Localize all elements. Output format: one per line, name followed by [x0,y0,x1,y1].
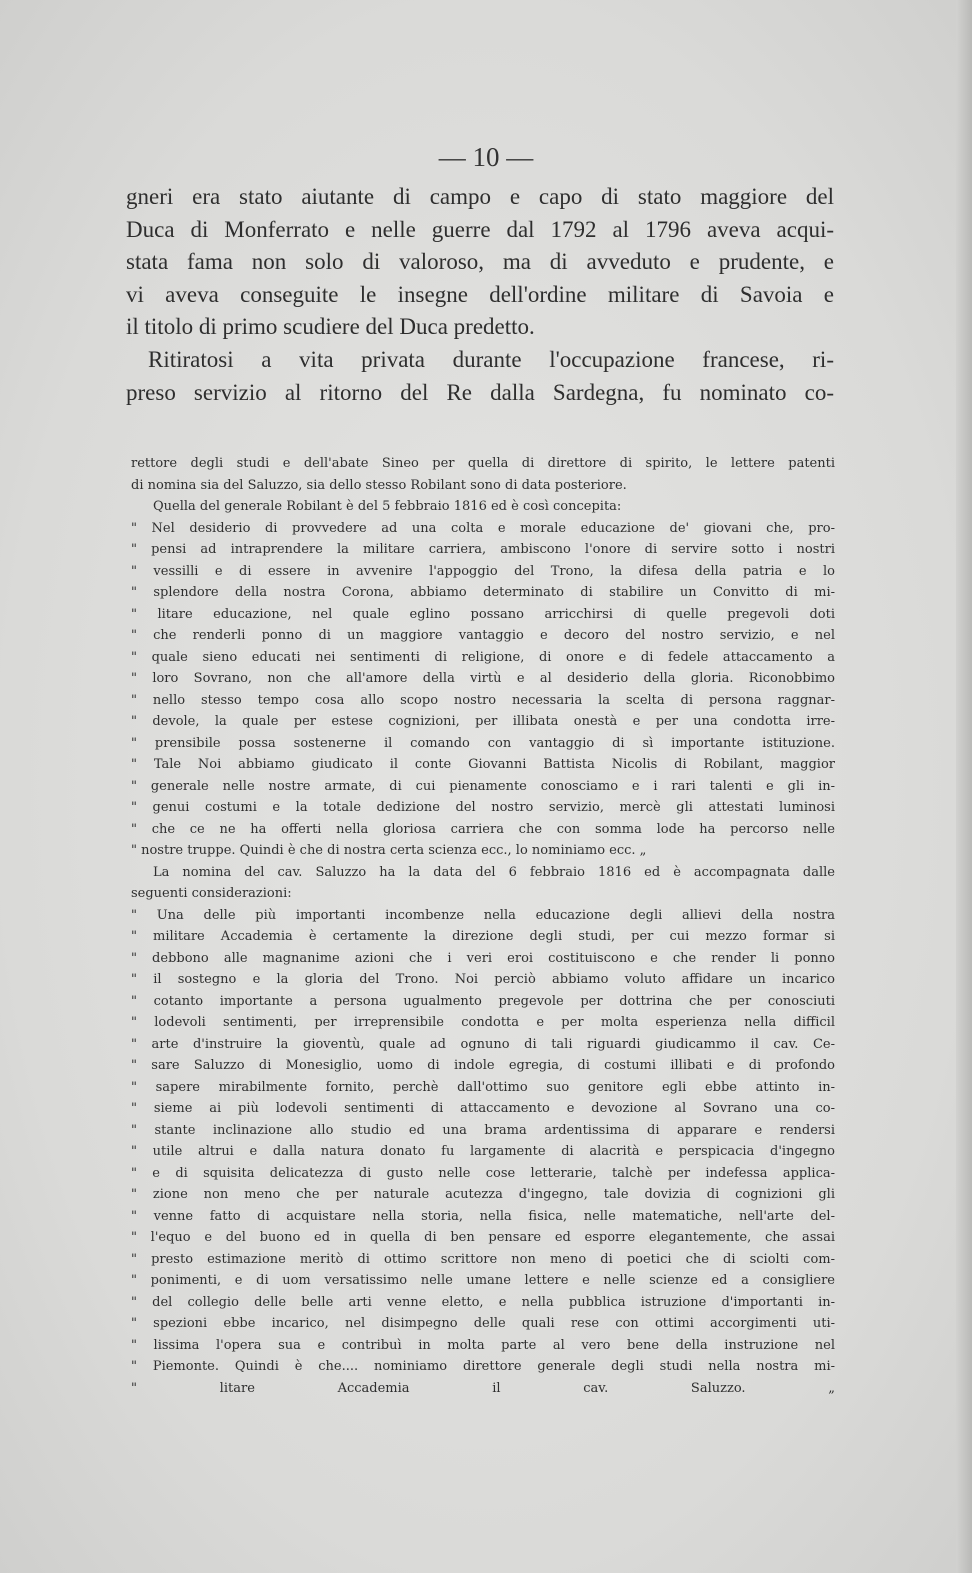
footnote-line: " litare Accademia il cav. Saluzzo. „ [131,1380,835,1396]
footnote-line: " che ce ne ha offerti nella gloriosa carriera che con somma lode ha percorso nelle [131,821,835,837]
footnote-line: " utile altrui e dalla natura donato fu largamente di alacrità e perspicacia d'ingegno [131,1144,835,1159]
footnote-line: " prensibile possa sostenerne il comando con vantaggio di sì importante istituzione. [131,735,835,751]
footnote-line: " debbono alle magnanime azioni che i veri eroi costituiscono e che render li ponno [131,950,835,966]
footnote-line: " Piemonte. Quindi è che.... nominiamo direttore generale degli studi nella nostra mi- [131,1359,835,1374]
footnote-line: " Una delle più importanti incombenze nella educazione degli allievi della nostra [131,907,835,923]
footnote-line: " litare educazione, nel quale eglino possano arricchirsi di quelle pregevoli doti [131,606,835,622]
footnote-line: " del collegio delle belle arti venne eletto, e nella pubblica istruzione d'importanti in- [131,1294,835,1310]
footnote-line: " splendore della nostra Corona, abbiamo determinato di stabilire un Convitto di mi- [131,585,835,600]
main-text-line: stata fama non solo di valoroso, ma di avveduto e prudente, e [126,249,834,275]
footnote-block [131,453,835,1399]
main-text-line: il titolo di primo scudiere del Duca predetto. [126,314,535,340]
footnote-line: " ponimenti, e di uom versatissimo nelle umane lettere e nelle scienze ed a consigliere [131,1273,835,1288]
footnote-line: " l'equo e del buono ed in quella di ben pensare ed esporre elegantemente, che assai [131,1230,835,1245]
footnote-line: " devole, la quale per estese cognizioni, per illibata onestà e per una condotta irre- [131,714,835,729]
footnote-line: " spezioni ebbe incarico, nel disimpegno delle quali rese con ottimi accorgimenti uti- [131,1316,835,1331]
footnote-line: rettore degli studi e dell'abate Sineo per quella di direttore di spirito, le lettere patenti [131,456,835,471]
footnote-line: " nello stesso tempo cosa allo scopo nostro necessaria la scelta di persona raggnar- [131,692,835,708]
footnote-line: " lissima l'opera sua e contribuì in molta parte al vero bene della instruzione nel [131,1337,835,1353]
page-number: — 10 — [438,142,534,172]
main-text-line: Ritiratosi a vita privata durante l'occupazione francese, ri- [148,346,834,372]
footnote-line: " il sostegno e la gloria del Trono. Noi perciò abbiamo voluto affidare un incarico [131,972,835,987]
main-text-line: Duca di Monferrato e nelle guerre dal 1792 al 1796 aveva acqui- [126,216,834,242]
footnote-line: " arte d'instruire la gioventù, quale ad ognuno di tali riguardi giudicammo il cav. Ce- [131,1036,835,1052]
footnote-line: " stante inclinazione allo studio ed una brama ardentissima di apparare e rendersi [131,1122,835,1138]
footnote-line: " genui costumi e la totale dedizione del nostro servizio, mercè gli attestati luminosi [131,800,835,815]
footnote-line: di nomina sia del Saluzzo, sia dello stesso Robilant sono di data posteriore. [131,477,627,493]
footnote-line: " zione non meno che per naturale acutezza d'ingegno, tale dovizia di cognizioni gli [131,1187,835,1202]
footnote-line: " cotanto importante a persona ugualmento pregevole per dottrina che per conosciuti [131,993,835,1009]
footnote-line: " sare Saluzzo di Monesiglio, uomo di indole egregia, di costumi illibati e di profondo [131,1058,835,1073]
footnote-line: " vessilli e di essere in avvenire l'appoggio del Trono, la difesa della patria e lo [131,563,835,579]
footnote-line: " presto estimazione meritò di ottimo scrittore non meno di poetici che di sciolti com- [131,1251,835,1267]
page-edge-shadow [956,0,972,1573]
footnote-line: " militare Accademia è certamente la direzione degli studi, per cui mezzo formar si [131,929,835,944]
main-text-line: vi aveva conseguite le insegne dell'ordine militare di Savoia e [126,281,834,307]
footnote-line: " nostre truppe. Quindi è che di nostra certa scienza ecc., lo nominiamo ecc. „ [131,843,647,858]
footnote-line: " e di squisita delicatezza di gusto nelle cose letterarie, talchè per indefessa applica- [131,1165,835,1181]
footnote-line: " lodevoli sentimenti, per irreprensibile condotta e per molta esperienza nella difficil [131,1015,835,1030]
main-text-block [126,181,834,409]
footnote-line: " Tale Noi abbiamo giudicato il conte Giovanni Battista Nicolis di Robilant, maggior [131,757,835,772]
footnote-line: " sieme ai più lodevoli sentimenti di attaccamento e devozione al Sovrano una co- [131,1101,835,1116]
footnote-line: " quale sieno educati nei sentimenti di religione, di onore e di fedele attaccamento a [131,649,835,665]
main-text-line: gneri era stato aiutante di campo e capo di stato maggiore del [126,184,834,209]
footnote-line: " sapere mirabilmente fornito, perchè dall'ottimo suo genitore egli ebbe attinto in- [131,1079,835,1095]
footnote-line: " che renderli ponno di un maggiore vantaggio e decoro del nostro servizio, e nel [131,628,835,643]
main-text-line: preso servizio al ritorno del Re dalla Sardegna, fu nominato co- [126,379,834,405]
footnote-line: " pensi ad intraprendere la militare carriera, ambiscono l'onore di servire sotto i nostri [131,542,835,557]
footnote-line: Quella del generale Robilant è del 5 febbraio 1816 ed è così concepita: [153,499,622,514]
footnote-line: seguenti considerazioni: [131,886,292,901]
footnote-line: " loro Sovrano, non che all'amore della virtù e al desiderio della gloria. Riconobbimo [131,671,835,686]
footnote-line: " Nel desiderio di provvedere ad una colta e morale educazione de' giovani che, pro- [131,520,835,536]
footnote-line: La nomina del cav. Saluzzo ha la data del 6 febbraio 1816 ed è accompagnata dalle [153,864,835,880]
footnote-line: " generale nelle nostre armate, di cui pienamente conosciamo e i rari talenti e gli in- [131,778,835,794]
footnote-line: " venne fatto di acquistare nella storia, nella fisica, nelle matematiche, nell'arte del- [131,1208,835,1224]
